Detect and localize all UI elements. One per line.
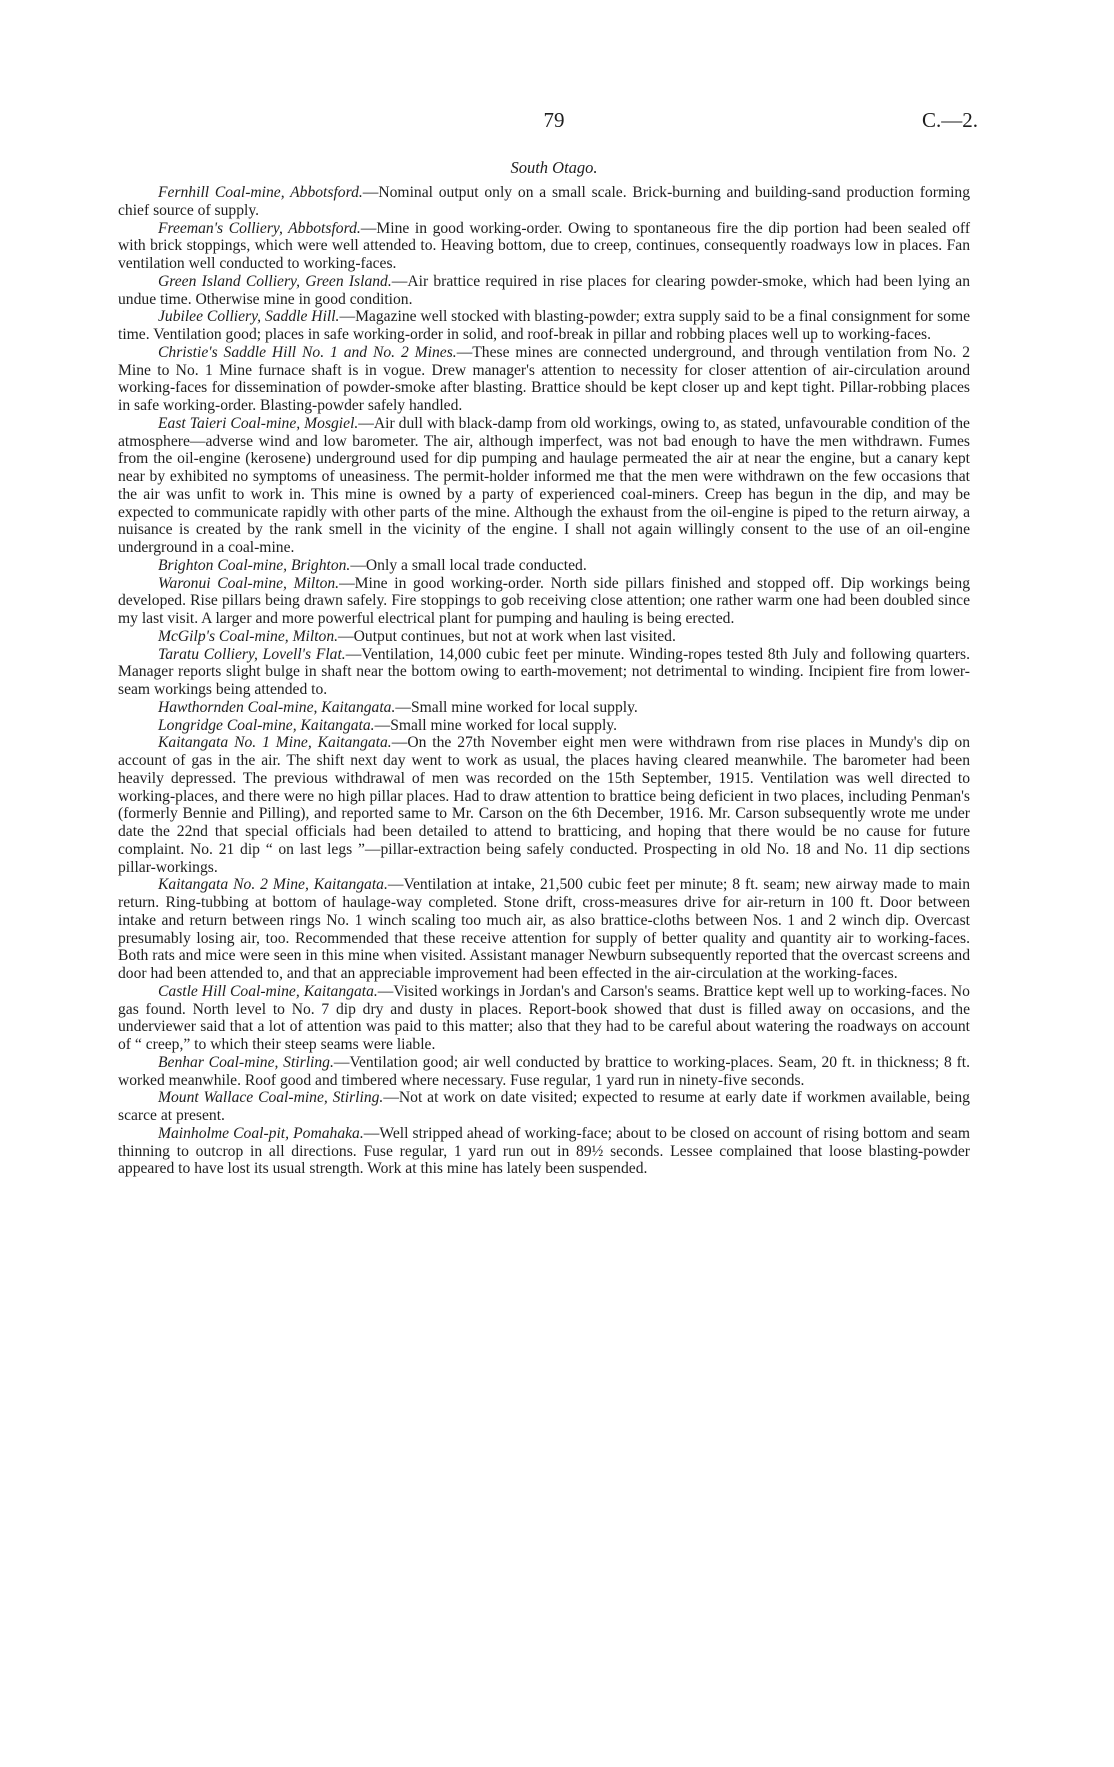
mine-name: Castle Hill Coal-mine, Kaitangata.: [158, 982, 378, 1000]
mine-report: —Ventilation, 14,000 cubic feet per minute. Winding-ropes tested 8th July and following quarters. Manager reports slight bulge in shaft near the bottom owing to earth-movement; not detrimental to winding. Incipient fire from lower-seam workings being attended to.: [118, 645, 970, 698]
mine-entry: [118, 1089, 970, 1125]
page-number: 79: [543, 108, 565, 132]
mine-report: —Small mine worked for local supply.: [395, 698, 638, 716]
mine-entry: [118, 184, 970, 220]
mine-report: —Mine in good working-order. Owing to spontaneous fire the dip portion had been sealed off with brick stoppings, which were well attended to. Heaving bottom, due to creep, continues, consequently roadways low in places. Fan ventilation well conducted to working-faces.: [118, 219, 971, 272]
mine-name: Brighton Coal-mine, Brighton.: [158, 556, 351, 574]
mine-name: Fernhill Coal-mine, Abbotsford.: [158, 184, 363, 201]
mine-entry: [118, 646, 970, 699]
mine-entry: [118, 308, 970, 344]
mine-entry: [118, 344, 970, 415]
mine-report: —Ventilation good; air well conducted by brattice to working-places. Seam, 20 ft. in thickness; 8 ft. worked meanwhile. Roof good and timbered where necessary. Fuse regular, 1 yard run in ninety-five seconds.: [118, 1053, 971, 1089]
mine-name: Christie's Saddle Hill No. 1 and No. 2 Mines.: [158, 343, 457, 361]
mine-name: Mount Wallace Coal-mine, Stirling.: [158, 1089, 384, 1107]
report-body: [118, 184, 970, 1178]
mine-name: Waronui Coal-mine, Milton.: [158, 574, 340, 592]
mine-report: —Output continues, but not at work when last visited.: [338, 627, 676, 645]
mine-report: —Not at work on date visited; expected to resume at early date if workmen available, being scarce at present.: [118, 1089, 970, 1124]
document-page: [118, 0, 990, 1767]
mine-report: —Visited workings in Jordan's and Carson's seams. Brattice kept well up to working-faces. No gas found. North level to No. 7 dip dry and dusty in places. Report-book showed that dust is filled away on occasions, and the underviewer said that a lot of attention was paid to this matter; also that they had to be careful about watering the roadways on account of “ creep,” to which their steep seams were liable.: [118, 982, 970, 1053]
mine-name: Kaitangata No. 2 Mine, Kaitangata.: [158, 876, 388, 894]
mine-report: —Mine in good working-order. North side pillars finished and stopped off. Dip workings being developed. Rise pillars being drawn safely. Fire stoppings to gob receiving close attention; one rather warm one had been doubled since my last visit. A larger and more powerful electrical plant for pumping and hauling is being erected.: [118, 574, 971, 627]
mine-name: Green Island Colliery, Green Island.: [158, 272, 392, 290]
mine-entry: [118, 699, 970, 717]
document-code: C.—2.: [921, 108, 978, 132]
mine-entry: [118, 734, 970, 876]
mine-name: Taratu Colliery, Lovell's Flat.: [158, 645, 346, 663]
mine-entry: [118, 628, 970, 646]
mine-name: Longridge Coal-mine, Kaitangata.: [158, 716, 375, 734]
mine-entry: [118, 717, 970, 735]
mine-report: —Well stripped ahead of working-face; about to be closed on account of rising bottom and seam thinning to outcrop in all directions. Fuse regular, 1 yard run out in 89½ seconds. Lessee complained that loose blasting-powder appeared to have lost its usual strength. Work at this mine has lately been suspended.: [118, 1124, 970, 1178]
mine-entry: [118, 983, 970, 1054]
page-header: [118, 108, 990, 138]
section-title: South Otago.: [510, 158, 598, 177]
mine-entry: [118, 876, 970, 983]
mine-entry: [118, 415, 970, 557]
mine-entry: [118, 273, 970, 309]
mine-name: East Taieri Coal-mine, Mosgiel.: [158, 414, 359, 432]
mine-report: —Nominal output only on a small scale. Brick-burning and building-sand production forming chief source of supply.: [118, 184, 971, 219]
mine-name: Benhar Coal-mine, Stirling.: [158, 1053, 334, 1071]
mine-name: Kaitangata No. 1 Mine, Kaitangata.: [158, 734, 392, 752]
mine-entry: [118, 1054, 970, 1090]
mine-entry: [118, 1125, 970, 1178]
mine-report: —Air dull with black-damp from old workings, owing to, as stated, unfavourable condition of the atmosphere—adverse wind and low barometer. The air, although imperfect, was not bad enough to have the men withdrawn. Fumes from the oil-engine (kerosene) underground used for dip pumping and haulage permeated the air at near the engine, but a canary kept near by exhibited no symptoms of uneasiness. The permit-holder informed me that the men were withdrawn on the few occasions that the air was unfit to work in. This mine is owned by a party of experienced coal-miners. Creep has begun in the dip, and may be expected to communicate rapidly with other parts of the mine. Although the exhaust from the oil-engine is piped to the return airway, a nuisance is created by the rank smell in the vicinity of the engine. I shall not again willingly consent to the use of an oil-engine underground in a coal-mine.: [118, 414, 970, 556]
mine-report: —These mines are connected underground, and through ventilation from No. 2 Mine to No. 1 Mine furnace shaft is in vogue. Drew manager's attention to necessity for closer attention of air-circulation around working-faces for dissemination of powder-smoke after blasting. Brattice should be kept closer up and kept tight. Pillar-robbing places in safe working-order. Blasting-powder safely handled.: [118, 343, 970, 414]
mine-report: —Air brattice required in rise places for clearing powder-smoke, which had been lying an undue time. Otherwise mine in good condition.: [118, 272, 971, 308]
mine-name: Freeman's Colliery, Abbotsford.: [158, 219, 361, 237]
mine-entry: [118, 575, 970, 628]
mine-entry: [118, 557, 970, 575]
mine-report: —Small mine worked for local supply.: [374, 716, 617, 734]
mine-name: McGilp's Coal-mine, Milton.: [158, 627, 339, 645]
mine-entry: [118, 220, 970, 273]
mine-report: —Only a small local trade conducted.: [350, 556, 587, 574]
mine-report: —Magazine well stocked with blasting-powder; extra supply said to be a final consignment for some time. Ventilation good; places in safe working-order in solid, and roof-break in pillar and robbing places well up to working-faces.: [118, 308, 970, 343]
mine-report: —On the 27th November eight men were withdrawn from rise places in Mundy's dip on account of gas in the air. The shift next day went to work as usual, the places having cleared meanwhile. The barometer had been heavily depressed. The previous withdrawal of men was recorded on the 15th September, 1915. Ventilation was well directed to working-places, and there were no high pillar places. Had to draw attention to brattice being deficient in two places, including Penman's (formerly Bennie and Pilling), and reported same to Mr. Carson on the 6th December, 1916. Mr. Carson subsequently wrote me under date the 22nd that special officials had been detailed to attend to bratticing, and hoping that there would be no cause for future complaint. No. 21 dip “ on last legs ”—pillar-extraction being safely conducted. Prospecting in old No. 18 and No. 11 dip sections pillar-workings.: [118, 734, 970, 876]
mine-report: —Ventilation at intake, 21,500 cubic feet per minute; 8 ft. seam; new airway made to main return. Ring-tubbing at bottom of haulage-way completed. Stone drift, cross-measures drive for air-return in 100 ft. Door between intake and return between rings No. 1 winch scaling too much air, as also brattice-cloths between Nos. 1 and 2 winch dip. Overcast presumably losing air, too. Recommended that these receive attention for supply of better quality and quantity air to working-faces. Both rats and mice were seen in this mine when visited. Assistant manager Newburn subsequently reported that the overcast screens and door had been attended to, and that an appreciable improvement had been effected in the air-circulation at the working-faces.: [118, 876, 970, 982]
mine-name: Jubilee Colliery, Saddle Hill.: [158, 308, 340, 326]
mine-name: Mainholme Coal-pit, Pomahaka.: [158, 1124, 364, 1142]
mine-name: Hawthornden Coal-mine, Kaitangata.: [158, 698, 396, 716]
